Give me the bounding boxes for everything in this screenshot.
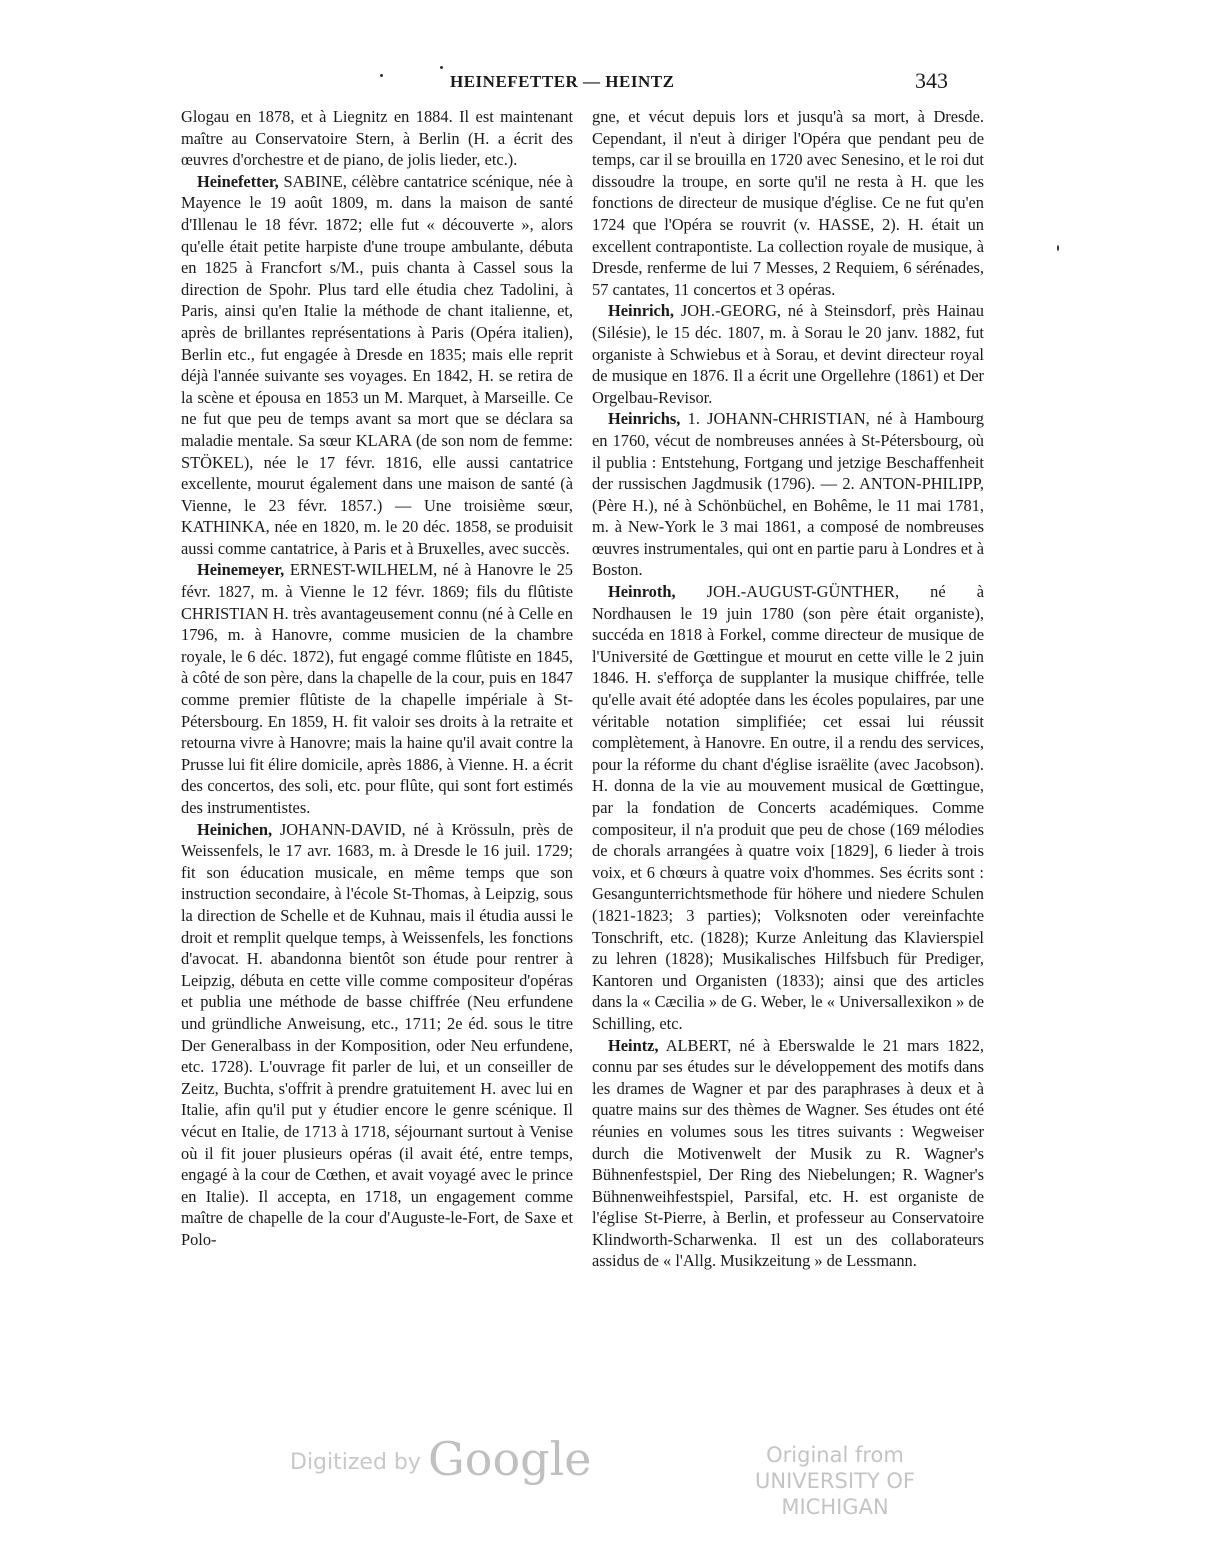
right-column [592, 106, 984, 1272]
page-header [180, 70, 980, 98]
entry-continuation [181, 106, 573, 171]
entry-heinichen [181, 819, 573, 1251]
entry-heinemeyer [181, 559, 573, 818]
university-label: UNIVERSITY OF MICHIGAN [755, 1469, 915, 1519]
entry-text: 1. JOHANN-CHRISTIAN, né à Hambourg en 1760, vécut de nombreuses années à St-Pétersbourg, où il publia : Entstehung, Fortgang und jetzige Beschaffenheit der russischen Jagdmusik (1796). — 2. ANTON-PHILIPP, (Père H.), né à Schönbüchel, en Bohême, le 11 mai 1781, m. à New-York le 3 mai 1861, a composé de nombreuses œuvres instrumentales, qui ont en partie paru à Londres et à Boston. [592, 409, 984, 580]
digitization-watermark [280, 1432, 960, 1519]
entry-continuation [592, 106, 984, 300]
entry-headword: Heintz, [608, 1035, 659, 1055]
print-speck [1057, 245, 1059, 251]
entry-heinroth [592, 581, 984, 1034]
entry-text: gne, et vécut depuis lors et jusqu'à sa mort, à Dresde. Cependant, il n'eut à diriger l'Opéra que pendant peu de temps, car il se brouilla en 1720 avec Senesino, et le roi dut dissoudre la troupe, en sorte qu'il ne resta à H. que les fonctions de directeur de musique d'église. Ce ne fut qu'en 1724 que l'Opéra se rouvrit (v. HASSE, 2). H. était un excellent contrapontiste. La collection royale de musique, à Dresde, renferme de lui 7 Messes, 2 Requiem, 6 sérénades, 57 cantates, 11 concertos et 3 opéras. [592, 107, 984, 299]
running-head: HEINEFETTER — HEINTZ [450, 72, 675, 91]
print-speck [440, 66, 443, 69]
entry-headword: Heinemeyer, [197, 560, 285, 580]
entry-headword: Heinrich, [608, 301, 675, 321]
entry-headword: Heinefetter, [197, 171, 279, 191]
left-column [181, 106, 573, 1250]
entry-text: JOHANN-DAVID, né à Krössuln, près de Weissenfels, le 17 avr. 1683, m. à Dresde le 16 juil. 1729; fit son éducation musicale, en même temps que son instruction secondaire, à l'école St-Thomas, à Leipzig, sous la direction de Schelle et de Kuhnau, mais il étudia aussi le droit et remplit quelque temps, à Weissenfels, les fonctions d'avocat. H. abandonna bientôt son étude pour rentrer à Leipzig, débuta en cette ville comme compositeur d'opéras et publia une méthode de basse chiffrée (Neu erfundene und gründliche Anweisung, etc., 1711; 2e éd. sous le titre Der Generalbass in der Komposition, oder Neu erfundene, etc. 1728). L'ouvrage fit parler de lui, et un conseiller de Zeitz, Buchta, s'offrit à prendre gratuitement H. avec lui en Italie, afin qu'il put y étudier encore le genre scénique. Il vécut en Italie, de 1713 à 1718, séjournant surtout à Venise où il fit jouer plusieurs opéras (il avait été, entre temps, engagé à la cour de Cœthen, et avait voyagé avec le prince en Italie). Il accepta, en 1718, un engagement comme maître de chapelle de la cour d'Auguste-le-Fort, de Saxe et Polo- [181, 819, 573, 1249]
entry-text: JOH.-AUGUST-GÜNTHER, né à Nordhausen le 19 juin 1780 (son père était organiste), succéda en 1818 à Forkel, comme directeur de musique de l'Université de Gœttingue et mourut en cette ville le 2 juin 1846. H. s'efforça de supplanter la musique chiffrée, telle qu'elle avait été adoptée dans les écoles populaires, par une véritable notation simplifiée; cet essai lui réussit complètement, à Hanovre. En outre, il a rendu des services, pour la réforme du chant d'église israëlite (avec Jacobson). H. donna de la vie au mouvement musical de Gœttingue, par la fondation de Concerts académiques. Comme compositeur, il n'a produit que peu de chose (169 mélodies de chorals arrangées à quatre voix [1829], 6 lieder à trois voix, et 6 chœurs à quatre voix d'hommes. Ses écrits sont : Gesangunterrichtsmethode für höhere und niedere Schulen (1821-1823; 3 parties); Volksnoten oder vereinfachte Tonschrift, etc. (1828); Kurze Anleitung das Klavierspiel zu lehren (1828); Musikalisches Hilfsbuch für Prediger, Kantoren und Organisten (1833); ainsi que des articles dans la « Cæcilia » de G. Weber, le « Universallexikon » de Schilling, etc. [592, 582, 984, 1033]
original-from-label: Original from [766, 1443, 904, 1467]
entry-heinrichs [592, 408, 984, 581]
original-source [710, 1442, 960, 1520]
entry-heinefetter [181, 171, 573, 560]
entry-text: JOH.-GEORG, né à Steinsdorf, près Hainau (Silésie), le 15 déc. 1807, m. à Sorau le 20 janv. 1882, fut organiste à Schwiebus et à Sorau, et devint directeur royal de musique en 1876. Il a écrit une Orgellehre (1861) et Der Orgelbau-Revisor. [592, 301, 984, 407]
entry-text: ERNEST-WILHELM, né à Hanovre le 25 févr. 1827, m. à Vienne le 12 févr. 1869; fils du flûtiste CHRISTIAN H. très avantageusement connu (né à Celle en 1796, m. à Hanovre, comme musicien de la chambre royale, le 6 déc. 1872), fut engagé comme flûtiste en 1845, à côté de son père, dans la chapelle de la cour, puis en 1847 comme premier flûtiste de la chapelle impériale à St-Pétersbourg. En 1859, H. fit valoir ses droits à la retraite et retourna vivre à Hanovre; mais la haine qu'il avait contre la Prusse lui fit élire domicile, après 1886, à Vienne. H. a écrit des concertos, des soli, etc. pour flûte, qui sont fort estimés des instrumentistes. [181, 560, 573, 817]
entry-headword: Heinroth, [608, 582, 676, 602]
google-logo: Google [428, 1432, 592, 1486]
entry-text: Glogau en 1878, et à Liegnitz en 1884. Il est maintenant maître au Conservatoire Stern, à Berlin (H. a écrit des œuvres d'orchestre et de piano, de jolis lieder, etc.). [181, 107, 573, 170]
page-number: 343 [915, 68, 948, 93]
entry-heinrich [592, 300, 984, 408]
digitized-by-label: Digitized by [290, 1450, 421, 1475]
entry-text: ALBERT, né à Eberswalde le 21 mars 1822, connu par ses études sur le développement des motifs dans les drames de Wagner et par des paraphrases à deux et à quatre mains sur des thèmes de Wagner. Ses études ont été réunies en volumes sous les titres suivants : Wegweiser durch die Motivenwelt der Musik zu R. Wagner's Bühnenfestspiel, Der Ring des Niebelungen; R. Wagner's Bühnenweihfestspiel, Parsifal, etc. H. est organiste de l'église St-Pierre, à Berlin, et professeur au Conservatoire Klindworth-Scharwenka. Il est un des collaborateurs assidus de « l'Allg. Musikzeitung » de Lessmann. [592, 1035, 984, 1271]
entry-headword: Heinrichs, [608, 409, 681, 429]
entry-headword: Heinichen, [197, 819, 273, 839]
entry-text: SABINE, célèbre cantatrice scénique, née à Mayence le 19 août 1809, m. dans la maison de santé d'Illenau le 18 févr. 1872; elle fut « découverte », alors qu'elle était petite harpiste d'une troupe ambulante, débuta en 1825 à Francfort s/M., puis chanta à Cassel sous la direction de Spohr. Plus tard elle étudia chez Tadolini, à Paris, ainsi qu'en Italie la méthode de chant italienne, et, après de brillantes représentations à Paris (Opéra italien), Berlin etc., fut engagée à Dresde en 1835; mais elle reprit déjà l'année suivante ses voyages. En 1842, H. se retira de la scène et épousa en 1853 un M. Marquet, à Marseille. Ce ne fut que peu de temps avant sa mort que se déclara sa maladie mentale. Sa sœur KLARA (de son nom de femme: STÖKEL), née le 17 févr. 1816, elle aussi cantatrice excellente, mourut également dans une maison de santé (à Vienne, le 23 févr. 1857.) — Une troisième sœur, KATHINKA, née en 1820, m. le 20 déc. 1858, se produisit aussi comme cantatrice, à Paris et à Bruxelles, avec succès. [181, 171, 573, 558]
entry-heintz [592, 1035, 984, 1273]
